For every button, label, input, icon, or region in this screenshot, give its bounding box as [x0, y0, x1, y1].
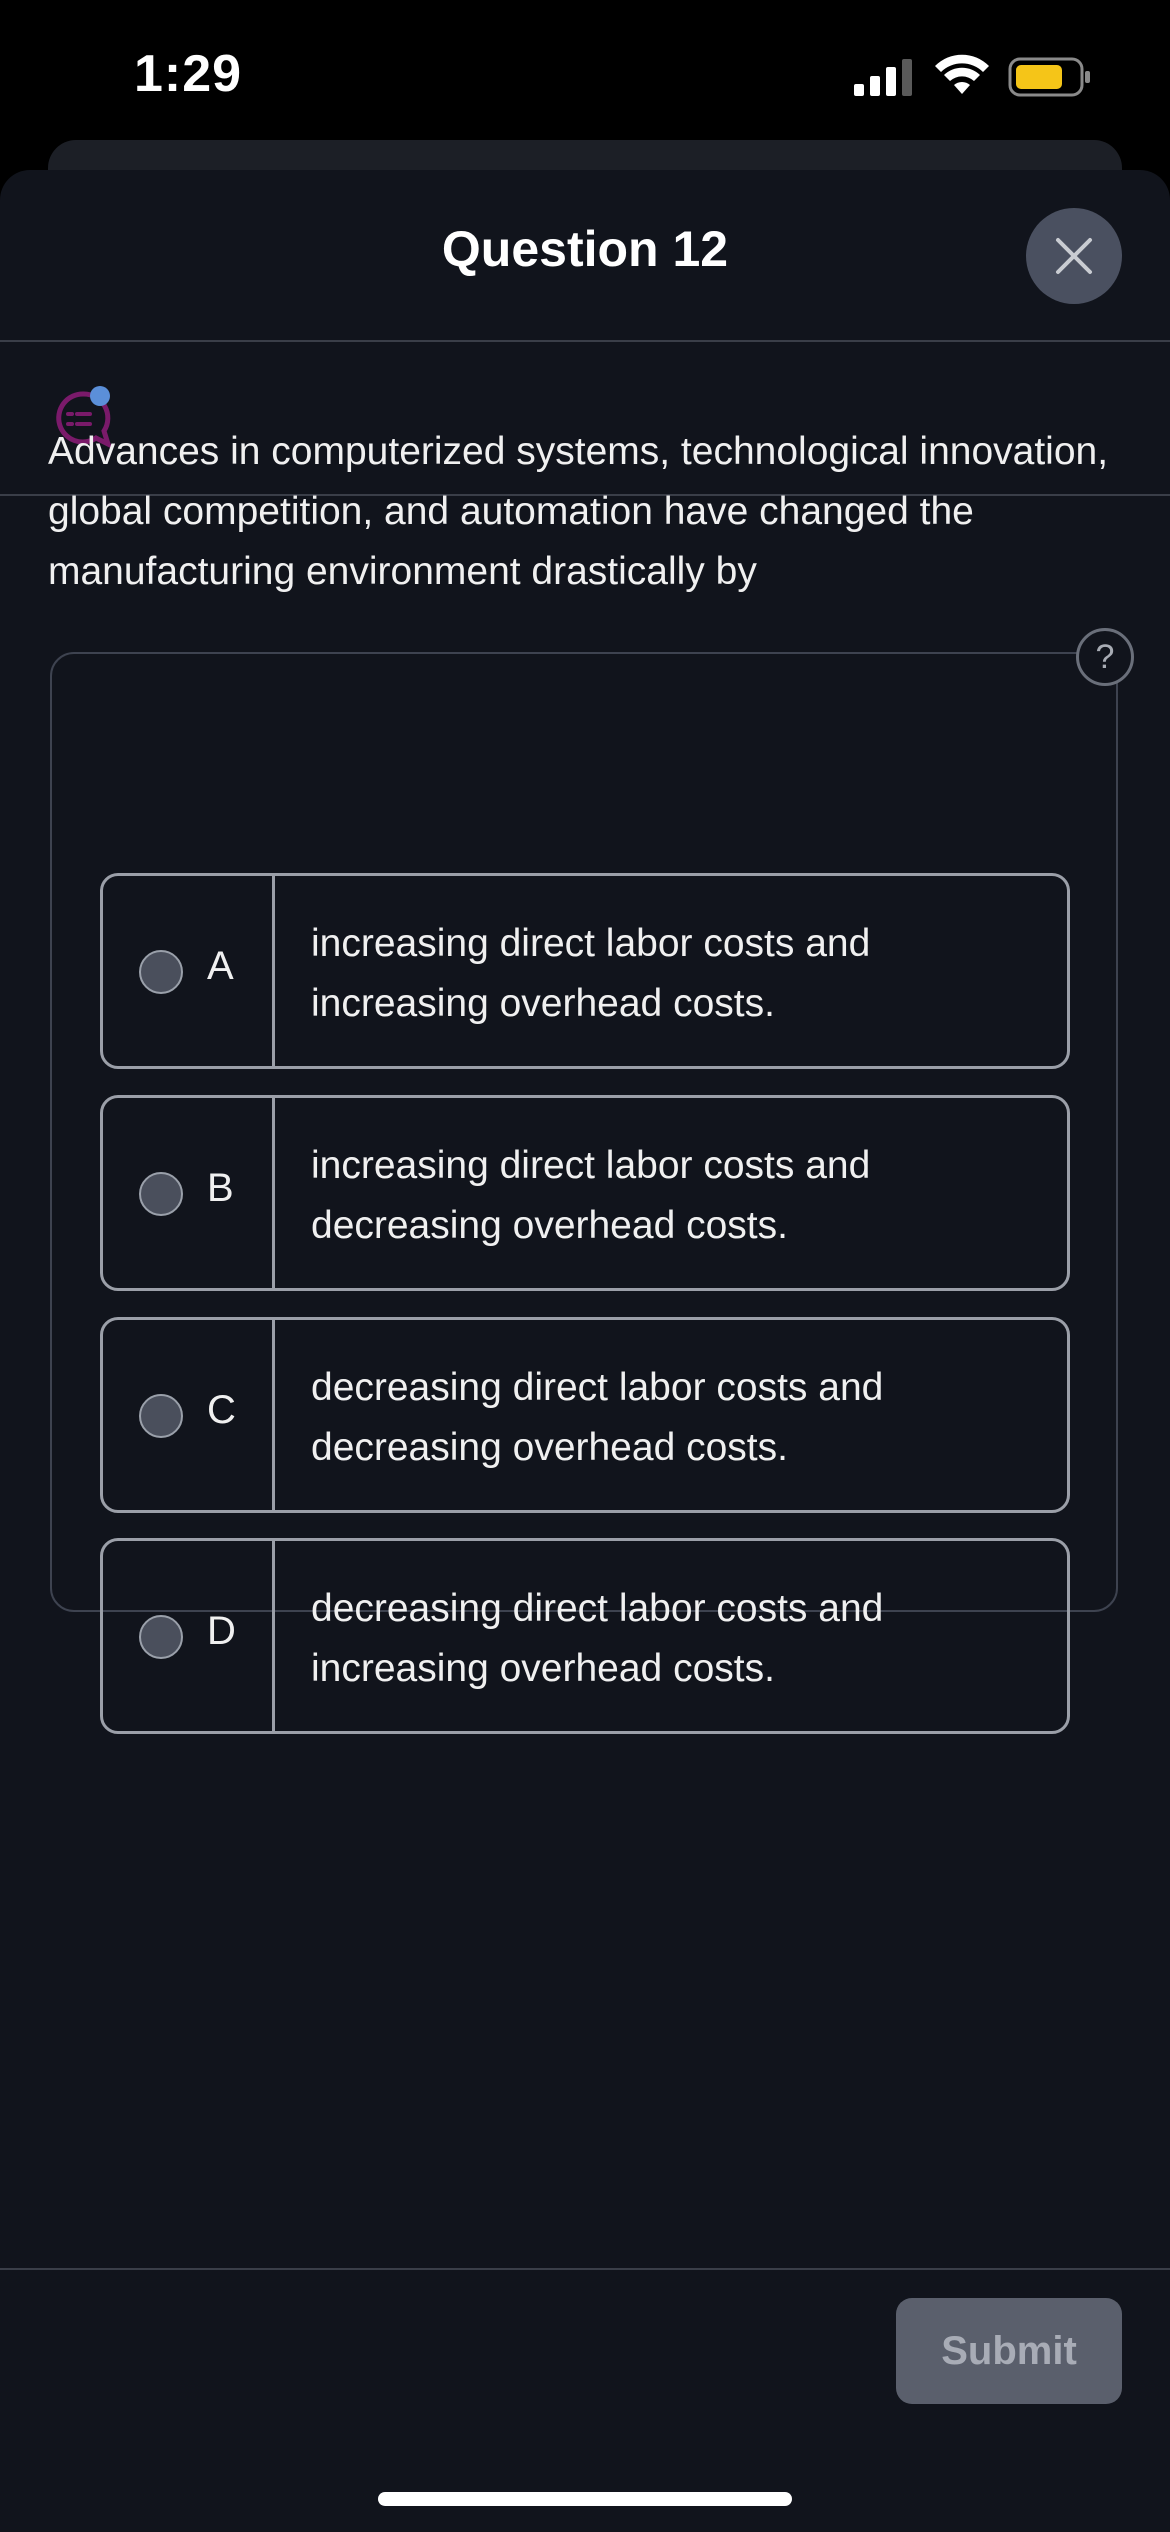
option-letter: B	[207, 1166, 234, 1210]
help-button[interactable]: ?	[1076, 628, 1134, 686]
option-letter: D	[207, 1609, 236, 1653]
option-c[interactable]	[100, 1317, 1070, 1513]
sheet-header	[0, 170, 1170, 342]
radio-button-c[interactable]	[139, 1394, 183, 1438]
option-selector[interactable]	[103, 1541, 275, 1731]
status-bar	[0, 0, 1170, 150]
close-icon	[1054, 236, 1094, 276]
status-time: 1:29	[134, 45, 243, 103]
option-selector[interactable]	[103, 1098, 275, 1288]
radio-button-a[interactable]	[139, 950, 183, 994]
option-letter: C	[207, 1388, 236, 1432]
option-selector[interactable]	[103, 1320, 275, 1510]
battery-icon	[1008, 56, 1092, 98]
radio-button-b[interactable]	[139, 1172, 183, 1216]
home-indicator[interactable]	[378, 2492, 792, 2506]
option-text: increasing direct labor costs and decreasing overhead costs.	[311, 1144, 871, 1247]
radio-button-d[interactable]	[139, 1615, 183, 1659]
wifi-icon	[934, 54, 990, 98]
option-a[interactable]	[100, 873, 1070, 1069]
option-letter: A	[207, 944, 234, 988]
close-button[interactable]	[1026, 208, 1122, 304]
option-text: increasing direct labor costs and increasing overhead costs.	[311, 922, 871, 1025]
option-d[interactable]	[100, 1538, 1070, 1734]
footer-divider	[0, 2268, 1170, 2270]
option-b[interactable]	[100, 1095, 1070, 1291]
option-selector[interactable]	[103, 876, 275, 1066]
question-text: Advances in computerized systems, technological innovation, global competition, and automation have changed the manufacturing environment drastically by	[48, 430, 1109, 593]
option-text: decreasing direct labor costs and increasing overhead costs.	[311, 1587, 884, 1690]
page-title: Question 12	[441, 221, 729, 277]
submit-button[interactable]: Submit	[896, 2298, 1122, 2404]
cellular-signal-icon	[852, 58, 916, 98]
option-text: decreasing direct labor costs and decreasing overhead costs.	[311, 1366, 884, 1469]
